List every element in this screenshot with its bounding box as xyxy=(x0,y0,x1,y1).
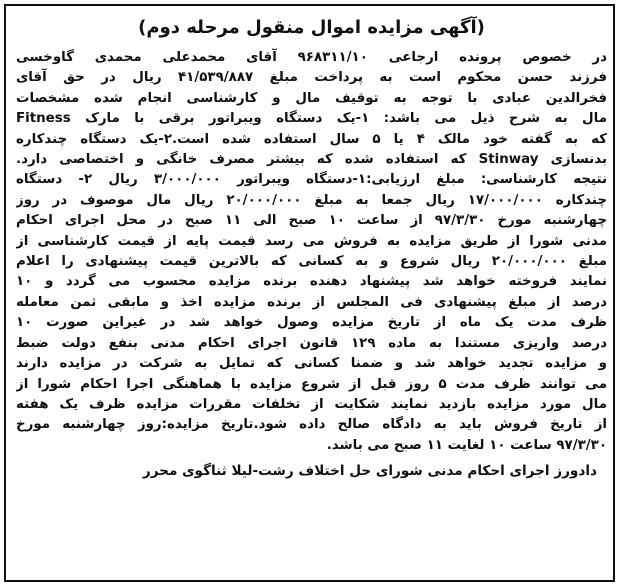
notice-line: مال به شرح ذیل می باشد: ۱-یک دستگاه ویبراتور برقی با مارک Fitness xyxy=(16,111,607,127)
notice-title: (آگهی مزایده اموال منقول مرحله دوم) xyxy=(138,17,485,38)
notice-line: فرزند حسن محکوم است به پرداخت مبلغ ۴۱/۵۳۹/۸۸۷ ریال در حق آقای xyxy=(16,70,607,86)
auction-notice xyxy=(16,14,607,482)
notice-line: در خصوص پرونده ارجاعی ۹۶۸۳۱۱/۱۰ آقای محمدعلی محمدی گاوخسی xyxy=(16,50,607,65)
notice-line: چندکاره ۱۷/۰۰۰/۰۰۰ ریال جمعا به مبلغ ۲۰/۰۰۰/۰۰۰ ریال مال موصوف در روز xyxy=(16,192,607,208)
notice-line: بدنسازی Stinway که استفاده شده که بیشتر مصرف خانگی و اختصاصی دارد. xyxy=(16,152,607,168)
notice-line: از تاریخ فروش باید به دادگاه صالح داده شود.تاریخ مزایده:روز چهارشنبه مورخ xyxy=(16,417,607,433)
notice-frame xyxy=(4,4,615,582)
notice-line: درصد از مبلغ پیشنهادی فی المجلس از برنده مزایده اخذ و مابقی ثمن معامله xyxy=(16,294,607,310)
notice-line: نمایند فروخته خواهد شد پیشنهاد دهنده برنده مزایده محسوب می گردد و ۱۰ xyxy=(16,274,607,290)
notice-line: درصد واریزی مستندا به ماده ۱۲۹ قانون اجرای احکام مدنی بنفع دولت ضبط xyxy=(16,335,607,351)
notice-signature: دادورز اجرای احکام مدنی شورای حل اختلاف رشت-لیلا ثناگوی محرر xyxy=(142,463,597,480)
notice-line: می توانند ظرف مدت ۵ روز قبل از شروع مزایده با هماهنگی اجرا احکام شورا از xyxy=(16,376,607,392)
notice-line: و مزایده تجدید خواهد شد و ضمنا کسانی که تمایل به شرکت در مزایده دارند xyxy=(16,356,607,372)
notice-line: که به گفته خود مالک ۴ یا ۵ سال استفاده شده است.۲-یک دستگاه چندکاره xyxy=(16,131,607,147)
notice-line: فخرالدین عبادی با توجه به توقیف مال و کارشناسی انجام شده مشخصات xyxy=(16,90,607,106)
notice-line: نتیجه کارشناسی: مبلغ ارزیابی:۱-دستگاه ویبراتور ۳/۰۰۰/۰۰۰ ریال ۲- دستگاه xyxy=(16,172,607,188)
notice-line: ۹۷/۳/۳۰ ساعت ۱۰ لغایت ۱۱ صبح می باشد. xyxy=(326,437,607,453)
notice-line: مبلغ ۲۰/۰۰۰/۰۰۰ ریال شروع و به کسانی که بالاترین قیمت پیشنهادی را اعلام xyxy=(16,254,607,270)
notice-line: مال مورد مزایده بازدید نمایند شکایت از تخلفات مقررات مزایده ظرف یک هفته xyxy=(16,396,607,412)
notice-line: ظرف مدت یک ماه از تاریخ مزایده وصول خواهد شد در غیراین صورت ۱۰ xyxy=(16,315,607,331)
notice-line: چهارشنبه مورخ ۹۷/۳/۳۰ از ساعت ۱۰ صبح الی ۱۱ صبح در محل اجرای احکام xyxy=(16,213,607,229)
notice-body xyxy=(16,48,607,456)
notice-line: مدنی شورا از طریق مزایده به فروش می رسد قیمت پایه از قیمت کارشناسی از xyxy=(16,233,607,249)
